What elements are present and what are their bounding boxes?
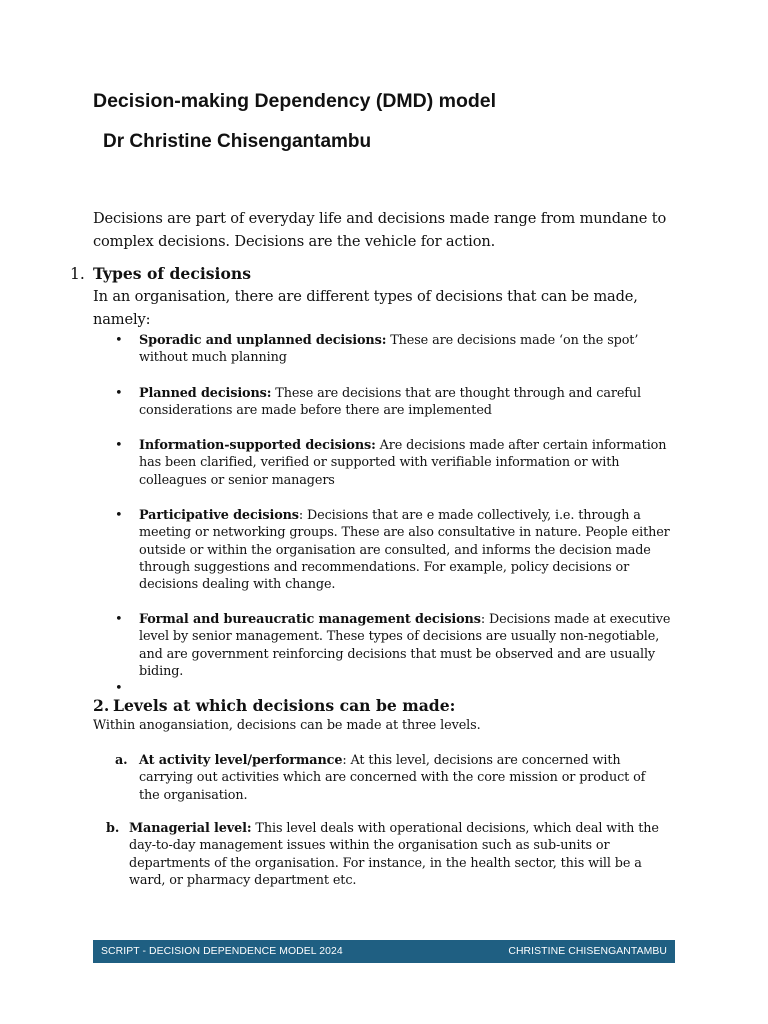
- list-item: [115, 611, 673, 680]
- list-item: [115, 385, 673, 420]
- bullet-icon: •: [115, 333, 123, 348]
- list-item-term: Planned decisions:: [139, 386, 272, 401]
- list-item-term: Managerial level:: [129, 821, 252, 836]
- list-item-term: Participative decisions: [139, 508, 299, 523]
- section-1-intro: In an organisation, there are different types of decisions that can be made, namely:: [93, 288, 638, 328]
- section-2-heading: [93, 696, 693, 716]
- list-item-text: These are decisions made ‘on the spot’ without much planning: [139, 333, 639, 366]
- page-footer: [93, 940, 675, 963]
- list-item: [106, 820, 674, 889]
- section-2-title: Levels at which decisions can be made:: [113, 696, 456, 715]
- list-item: [115, 437, 673, 489]
- footer-left-text: SCRIPT - DECISION DEPENDENCE MODEL 2024: [101, 946, 343, 957]
- bullet-icon: •: [115, 438, 123, 453]
- list-item-term: Sporadic and unplanned decisions:: [139, 333, 387, 348]
- bullet-icon: •: [115, 612, 123, 627]
- document-author: Dr Christine Chisengantambu: [103, 131, 372, 152]
- intro-paragraph: Decisions are part of everyday life and decisions made range from mundane to complex decisions. Decisions are the vehicle for action.: [93, 210, 667, 250]
- section-1-title: Types of decisions: [93, 264, 251, 283]
- list-item: [115, 507, 673, 593]
- list-item-text: This level deals with operational decisions, which deal with the day-to-day management issues within the organisation such as sub-units or departments of the organisation. For instance, in the health sector, this will be a ward, or pharmacy department etc.: [129, 821, 659, 888]
- list-item-text: : At this level, decisions are concerned with carrying out activities which are concerned with the core mission or product of the organisation.: [139, 753, 646, 803]
- list-item: [115, 752, 659, 804]
- section-2-number: 2.: [93, 696, 110, 715]
- list-item-text: These are decisions that are thought through and careful considerations are made before there are implemented: [139, 386, 642, 419]
- section-1-heading: [70, 264, 670, 284]
- list-item: [115, 332, 673, 367]
- section-2-intro: Within anogansiation, decisions can be made at three levels.: [93, 718, 481, 733]
- list-item-text: : Decisions that are e made collectively, i.e. through a meeting or networking groups. These are also consultative in nature. People either outside or within the organisation are consulted, and informs the decision made through suggestions and recommendations. For example, policy decisions or decisions dealing with change.: [139, 508, 670, 593]
- bullet-icon: •: [115, 681, 123, 696]
- list-item-text: Are decisions made after certain information has been clarified, verified or supported with verifiable information or with colleagues or senior managers: [139, 438, 667, 488]
- list-marker: a.: [115, 753, 128, 768]
- list-item-text: : Decisions made at executive level by senior management. These types of decisions are usually non-negotiable, and are government reinforcing decisions that must be observed and are usually biding.: [139, 612, 671, 679]
- list-marker: b.: [106, 821, 120, 836]
- document-title: Decision-making Dependency (DMD) model: [93, 90, 497, 112]
- list-item-term: Information-supported decisions:: [139, 438, 376, 453]
- bullet-icon: •: [115, 508, 123, 523]
- section-1-number: 1.: [70, 265, 85, 283]
- bullet-icon: •: [115, 386, 123, 401]
- list-item-term: At activity level/performance: [139, 753, 343, 768]
- footer-right-text: CHRISTINE CHISENGANTAMBU: [508, 946, 667, 957]
- list-item-term: Formal and bureaucratic management decisions: [139, 612, 481, 627]
